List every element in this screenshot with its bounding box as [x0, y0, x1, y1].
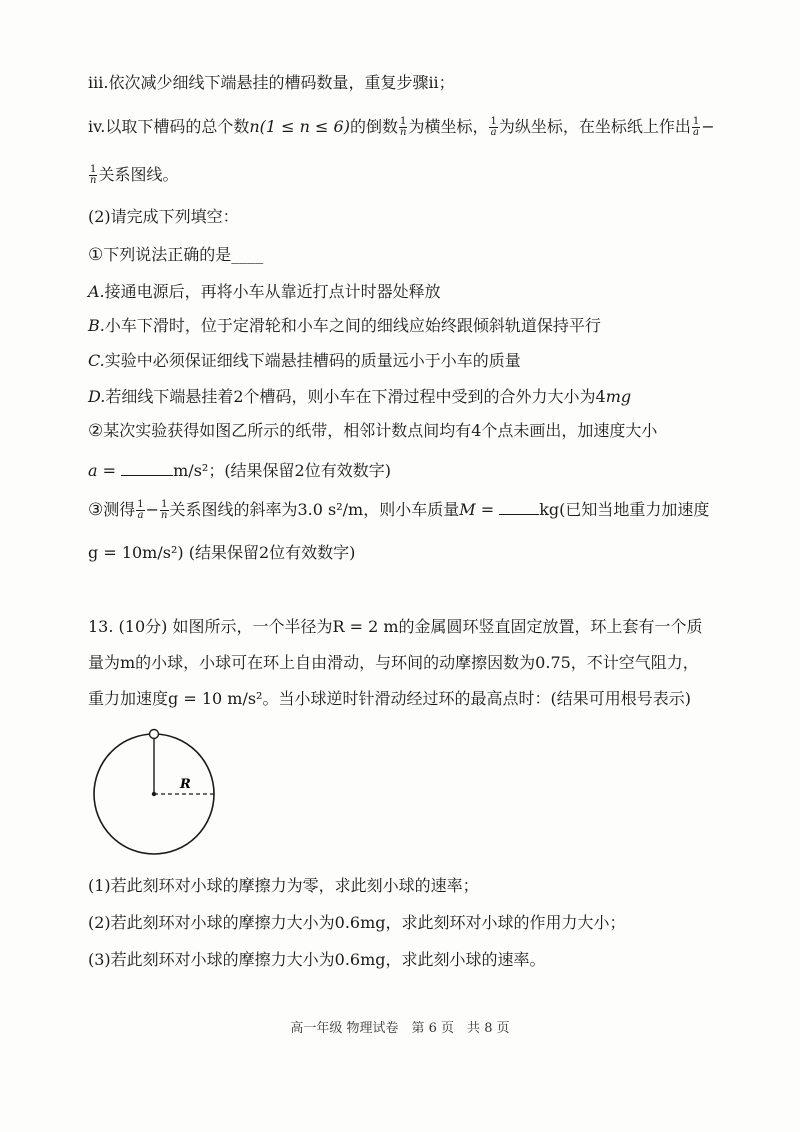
- fraction-1-over-a: $\frac{1}{a}$: [490, 116, 497, 138]
- subquestion-3: (3)若此刻环对小球的摩擦力大小为0.6mg，求此刻小球的速率。: [88, 950, 546, 969]
- option-b: B.小车下滑时，位于定滑轮和小车之间的细线应始终跟倾斜轨道保持平行: [88, 316, 601, 335]
- option-a: A.接通电源后，再将小车从靠近打点计时器处释放: [88, 282, 441, 301]
- subquestion-2: (2)若此刻环对小球的摩擦力大小为0.6mg，求此刻环对小球的作用力大小；: [88, 913, 626, 932]
- ring-figure: [88, 720, 258, 880]
- problem-13-line3: 重力加速度g = 10 m/s²。当小球逆时针滑动经过环的最高点时：(结果可用根号表示): [88, 689, 691, 708]
- subquestion-1: (1)若此刻环对小球的摩擦力为零，求此刻小球的速率；: [88, 876, 479, 895]
- question-1: ①下列说法正确的是____: [88, 245, 264, 265]
- option-d: D.若细线下端悬挂着2个槽码，则小车在下滑过程中受到的合外力大小为4mg: [88, 387, 632, 406]
- question-3-continued: g = 10m/s²) (结果保留2位有效数字): [88, 543, 356, 562]
- radius-label: R: [180, 777, 191, 792]
- problem-13-line2: 量为m的小球，小球可在环上自由滑动，与环间的动摩擦因数为0.75，不计空气阻力，: [88, 653, 699, 672]
- fraction-1-over-n: $\frac{1}{n}$: [90, 164, 97, 186]
- step-iv: iv.以取下槽码的总个数n(1 ≤ n ≤ 6)的倒数 $\frac{1}{n}$ 为横坐标， $\frac{1}{a}$ 为纵坐标，在坐标纸上作出 $\frac{1}{a}$ −: [88, 116, 715, 138]
- question-2: ②某次实验获得如图乙所示的纸带，相邻计数点间均有4个点未画出，加速度大小: [88, 421, 658, 441]
- question-2-answer-line: a = m/s²；(结果保留2位有效数字): [88, 461, 391, 480]
- step-iii: iii.依次减少细线下端悬挂的槽码数量，重复步骤ii；: [88, 73, 455, 92]
- answer-blank[interactable]: [499, 514, 539, 515]
- ring-diagram: [88, 720, 258, 880]
- page-footer: 高一年级 物理试卷 第 6 页 共 8 页: [290, 1021, 510, 1036]
- fraction-1-over-a: $\frac{1}{a}$: [692, 116, 700, 138]
- ball-icon: [150, 730, 159, 739]
- problem-13-line1: 13. (10分) 如图所示，一个半径为R = 2 m的金属圆环竖直固定放置，环上套有一个质: [88, 617, 703, 636]
- question-3: ③测得 $\frac{1}{a}$ − $\frac{1}{n}$ 关系图线的斜率为3.0 s²/m，则小车质量M = kg(已知当地重力加速度: [88, 499, 710, 521]
- fraction-1-over-a: $\frac{1}{a}$: [137, 499, 144, 521]
- option-c: C.实验中必须保证细线下端悬挂槽码的质量远小于小车的质量: [88, 351, 521, 370]
- answer-blank[interactable]: [121, 475, 173, 476]
- fraction-1-over-n: $\frac{1}{n}$: [399, 116, 407, 138]
- fraction-1-over-n: $\frac{1}{n}$: [161, 499, 168, 521]
- step-iv-continued: $\frac{1}{n}$ 关系图线。: [90, 164, 179, 186]
- ring-center-point: [152, 792, 156, 796]
- part2-heading: (2)请完成下列填空：: [88, 207, 239, 226]
